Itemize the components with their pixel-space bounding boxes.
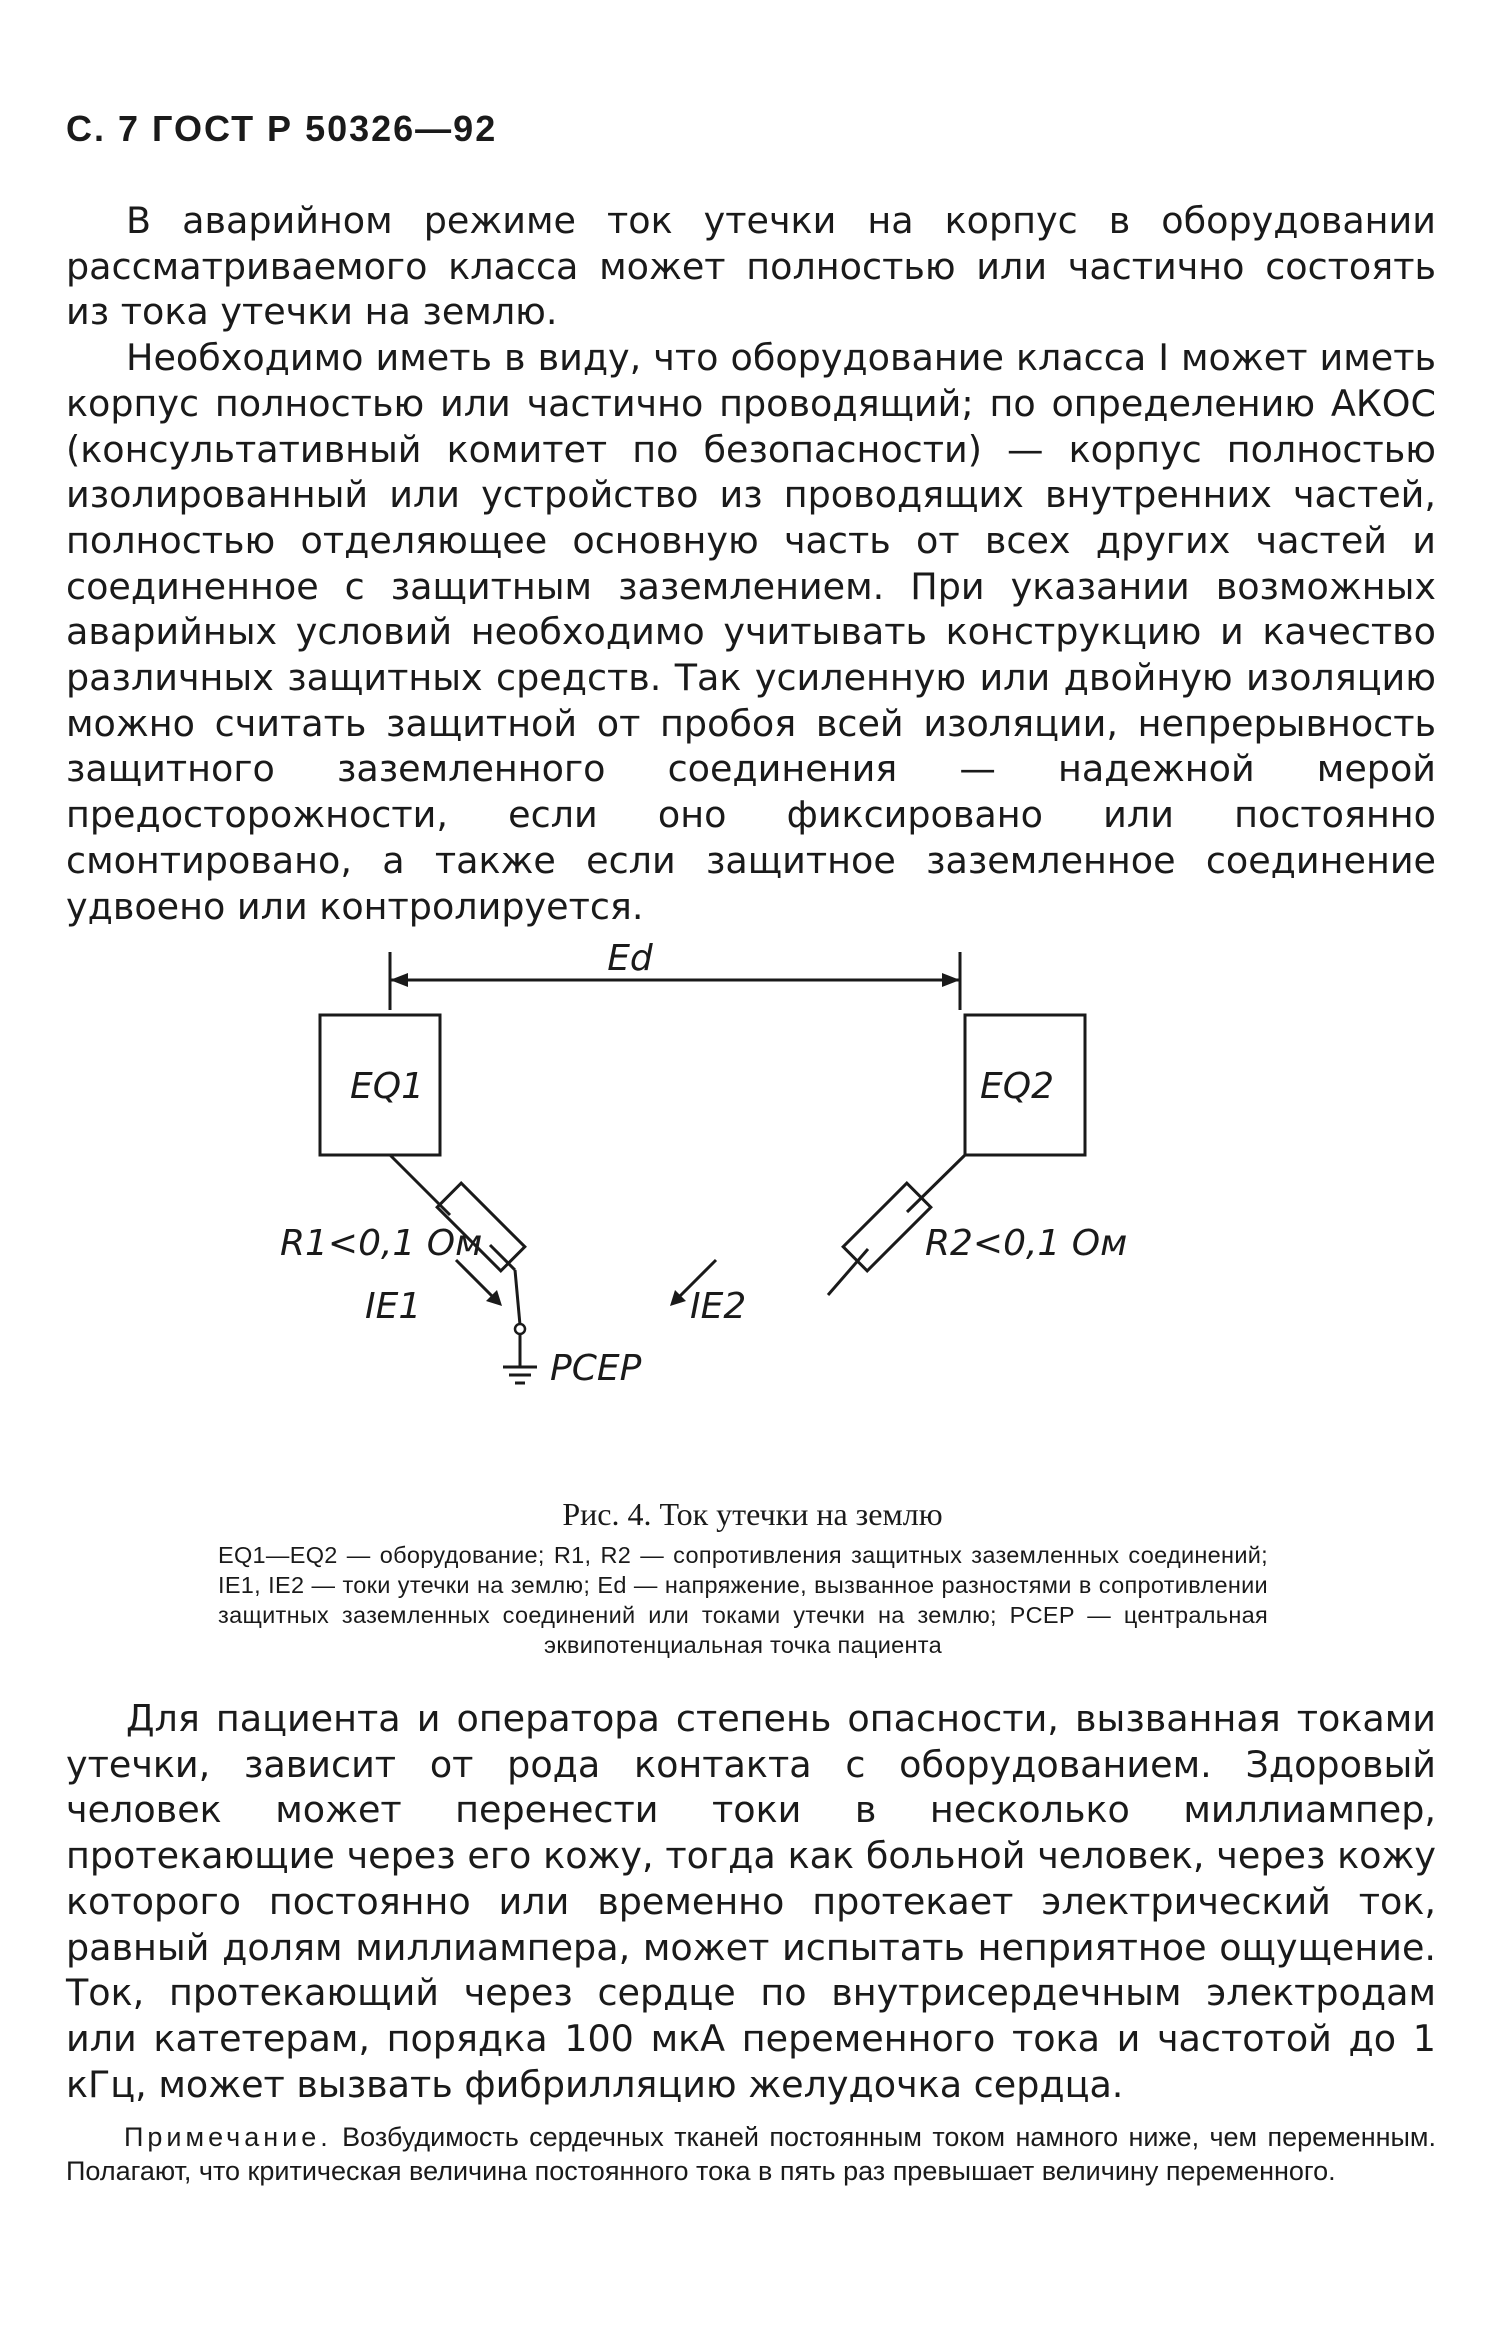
eq2-wire-bottom (828, 1249, 868, 1295)
ed-arrowhead-right (942, 973, 960, 987)
eq1-wire-top (390, 1155, 450, 1215)
eq1-wire-bottom (490, 1245, 515, 1270)
label-ie2: IE2 (690, 1286, 747, 1327)
note-text: Возбудимость сердечных тканей постоянным током намного ниже, чем переменным. Полагают, что критическая величина постоянного тока в пять раз превышает величину переменного. (66, 2122, 1436, 2186)
ed-arrowhead-left (390, 973, 408, 987)
eq2-wire-top (907, 1155, 965, 1212)
eq1-wire-to-node (515, 1270, 520, 1325)
resistor-r2 (843, 1183, 931, 1271)
paragraph-1: В аварийном режиме ток утечки на корпус в оборудовании рассматриваемого класса может полностью или частично состоять из тока утечки на землю. (66, 199, 1436, 334)
figure-4-diagram (280, 938, 1150, 1480)
label-r1: R1<0,1 Ом (280, 1223, 483, 1264)
paragraph-3: Для пациента и оператора степень опасности, вызванная токами утечки, зависит от рода контакта с оборудованием. Здоровый человек может перенести токи в несколько миллиампер, протекающие через его кожу, тогда как больной человек, через кожу которого постоянно или временно протекает электрический ток, равный долям миллиампера, может испытать неприятное ощущение. Ток, протекающий через сердце по внутрисердечным электродам или катетерам, порядка 100 мкА переменного тока и частотой до 1 кГц, может вызвать фибрилляцию желудочка сердца. (66, 1697, 1436, 2106)
note (66, 2120, 1436, 2188)
leakage-current-diagram (280, 938, 1150, 1480)
label-pcep: PCEP (550, 1348, 642, 1389)
pcep-node (515, 1324, 525, 1334)
page-header: С. 7 ГОСТ Р 50326—92 (66, 108, 498, 149)
label-ed: Ed (607, 938, 653, 979)
label-ie1: IE1 (365, 1286, 422, 1327)
label-r2: R2<0,1 Ом (925, 1223, 1128, 1264)
label-eq1: EQ1 (350, 1066, 424, 1107)
label-eq2: EQ2 (980, 1066, 1054, 1107)
note-lead: Примечание. (124, 2122, 332, 2152)
figure-caption: Рис. 4. Ток утечки на землю (562, 1496, 943, 1532)
figure-legend: EQ1—EQ2 — оборудование; R1, R2 — сопротивления защитных заземленных соединений; IE1, IE2 — токи утечки на землю; Ed — напряжение, вызванное разностями в сопротивлении защитных заземленных соединений или токами утечки на землю; PCEP — центральная эквипотенциальная точка пациента (218, 1542, 1268, 1658)
paragraph-2: Необходимо иметь в виду, что оборудование класса I может иметь корпус полностью или частично проводящий; по определению АКОС (консультативный комитет по безопасности) — корпус полностью изолированный или устройство из проводящих внутренних частей, полностью отделяющее основную часть от всех других частей и соединенное с защитным заземлением. При указании возможных аварийных условий необходимо учитывать конструкцию и качество различных защитных средств. Так усиленную или двойную изоляцию можно считать защитной от пробоя всей изоляции, непрерывность защитного заземленного соединения — надежной мерой предосторожности, если оно фиксировано или постоянно смонтировано, а также если защитное заземленное соединение удвоено или контролируется. (66, 336, 1436, 928)
intro-text (66, 198, 1436, 929)
body-text (66, 1696, 1436, 2107)
